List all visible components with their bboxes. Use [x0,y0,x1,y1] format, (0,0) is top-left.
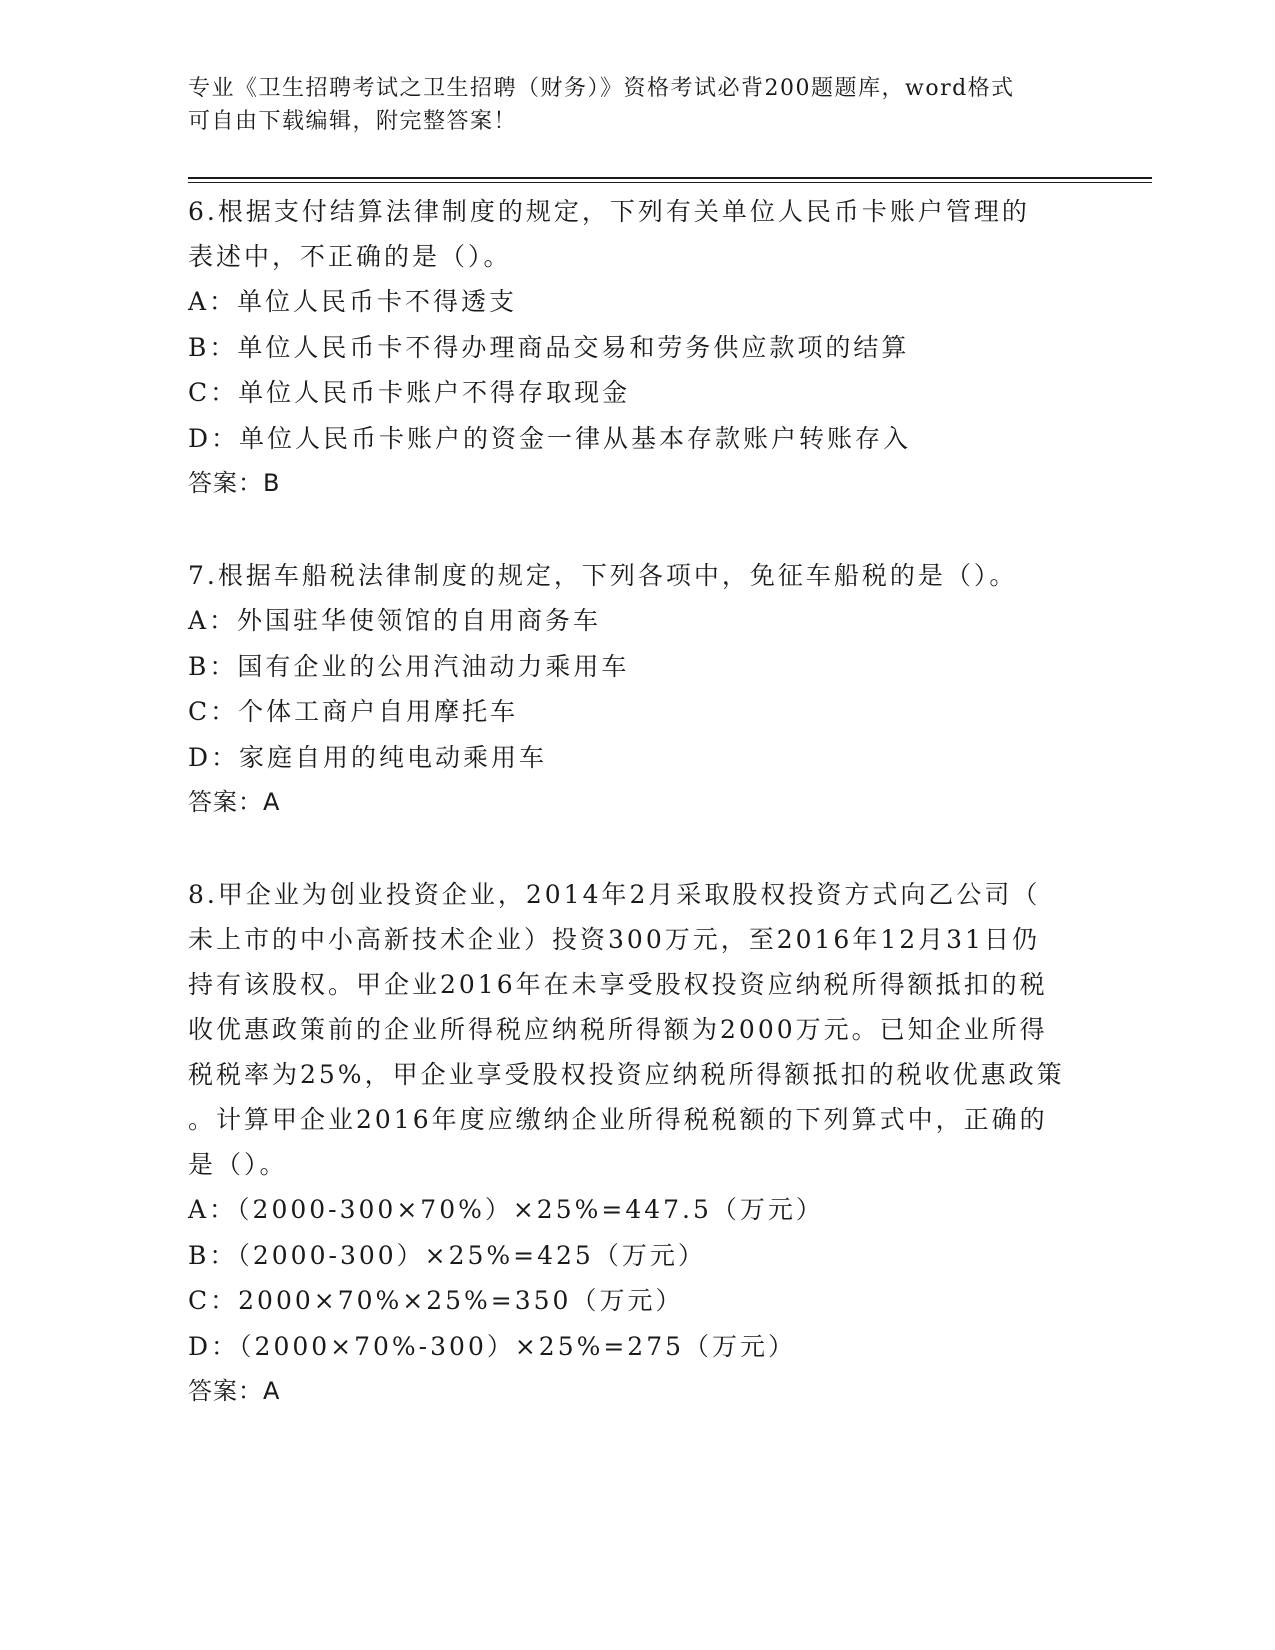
question-stem-line: 是（）。 [188,1150,288,1179]
option-a: A：（2000-300×70%）×25%=447.5（万元） [188,1195,824,1224]
option-d: D：单位人民币卡账户的资金一律从基本存款账户转账存入 [188,423,912,453]
header-divider-thin [188,182,1152,183]
header-line-2: 可自由下载编辑，附完整答案！ [188,109,518,134]
header-line-1: 专业《卫生招聘考试之卫生招聘（财务）》资格考试必背200题题库，word格式 [188,76,1015,101]
option-c: C：2000×70%×25%=350（万元） [188,1286,684,1315]
question-8 [188,872,1088,1414]
answer-label: 答案：B [188,469,281,497]
option-c: C：单位人民币卡账户不得存取现金 [188,378,631,407]
question-stem-line: 。计算甲企业2016年度应缴纳企业所得税税额的下列算式中，正确的 [188,1105,1048,1134]
question-stem-line: 7.根据车船税法律制度的规定，下列各项中，免征车船税的是（）。 [188,561,1018,590]
question-7 [188,553,1088,825]
option-d: D：家庭自用的纯电动乘用车 [188,742,548,772]
option-a: A：外国驻华使领馆的自用商务车 [188,606,602,635]
option-c: C：个体工商户自用摩托车 [188,697,519,726]
answer-label: 答案：A [188,788,281,816]
question-stem-line: 8.甲企业为创业投资企业，2014年2月采取股权投资方式向乙公司（ [188,880,1041,909]
option-b: B：国有企业的公用汽油动力乘用车 [188,651,630,681]
question-stem-line: 收优惠政策前的企业所得税应纳税所得额为2000万元。已知企业所得 [188,1015,1048,1044]
question-6 [188,189,1088,506]
header-divider-thick [188,177,1152,179]
option-b: B：（2000-300）×25%=425（万元） [188,1240,706,1270]
option-a: A：单位人民币卡不得透支 [188,287,518,316]
question-stem-line: 税税率为25%，甲企业享受股权投资应纳税所得额抵扣的税收优惠政策 [188,1060,1065,1089]
option-d: D：（2000×70%-300）×25%=275（万元） [188,1331,797,1361]
question-stem-line: 持有该股权。甲企业2016年在未享受股权投资应纳税所得额抵扣的税 [188,970,1048,999]
question-stem-line: 表述中，不正确的是（）。 [188,242,512,271]
question-stem-line: 6.根据支付结算法律制度的规定，下列有关单位人民币卡账户管理的 [188,197,1030,226]
answer-label: 答案：A [188,1377,281,1405]
question-stem-line: 未上市的中小高新技术企业）投资300万元，至2016年12月31日仍 [188,925,1040,954]
option-b: B：单位人民币卡不得办理商品交易和劳务供应款项的结算 [188,332,910,362]
document-header [188,72,1068,138]
